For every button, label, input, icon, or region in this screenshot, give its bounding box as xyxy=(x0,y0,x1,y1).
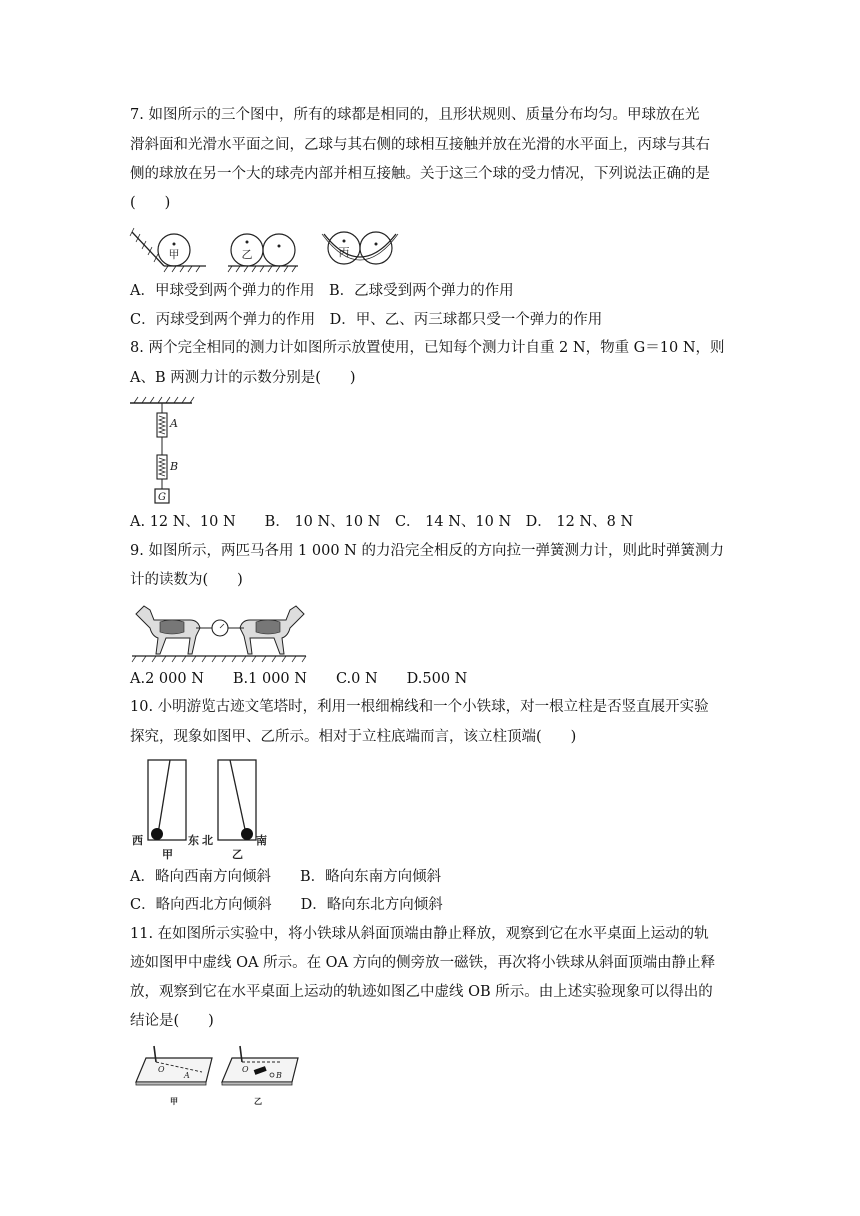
q10-label-jia: 甲 xyxy=(162,848,173,861)
q7-ball-figure xyxy=(128,222,428,274)
q8-label-g: G xyxy=(158,492,166,503)
q10-label-south: 南 xyxy=(256,834,267,847)
q7-options-line-2: C．丙球受到两个弹力的作用 D．甲、乙、丙三球都只受一个弹力的作用 xyxy=(130,312,603,328)
q8-label-a: A xyxy=(170,417,178,430)
q11-label-o-jia: O xyxy=(158,1065,165,1074)
q7-label-bing: 丙 xyxy=(338,246,350,259)
q7-stem-line-3: 侧的球放在另一个大的球壳内部并相互接触。关于这三个球的受力情况，下列说法正确的是 xyxy=(130,166,710,182)
q7-label-yi: 乙 xyxy=(241,248,253,261)
q11-label-yi: 乙 xyxy=(254,1096,262,1106)
q11-stem-line-4: 结论是( ) xyxy=(130,1013,214,1029)
q7-options-line-1: A．甲球受到两个弹力的作用 B．乙球受到两个弹力的作用 xyxy=(130,283,514,299)
q9-horses-figure xyxy=(130,600,310,664)
q9-stem-line-2: 计的读数为( ) xyxy=(130,572,243,588)
q11-stem-line-1: 11. 在如图所示实验中，将小铁球从斜面顶端由静止释放，观察到它在水平桌面上运动的轨 xyxy=(130,926,709,942)
q10-options-line-1: A．略向西南方向倾斜 B．略向东南方向倾斜 xyxy=(130,869,442,885)
q10-stem-line-1: 10. 小明游览古迹文笔塔时，利用一根细棉线和一个小铁球，对一根立柱是否竖直展开实验 xyxy=(130,699,709,715)
q8-stem-line-1: 8. 两个完全相同的测力计如图所示放置使用，已知每个测力计自重 2 N，物重 G＝10 N，则 xyxy=(130,340,725,356)
q10-label-north: 北 xyxy=(202,834,213,847)
q11-stem-line-3: 放，观察到它在水平桌面上运动的轨迹如图乙中虚线 OB 所示。由上述实验现象可以得出的 xyxy=(130,984,713,1000)
q7-stem-line-1: 7. 如图所示的三个图中，所有的球都是相同的，且形状规则、质量分布均匀。甲球放在光 xyxy=(130,107,700,123)
q11-stem-line-2: 迹如图甲中虚线 OA 所示。在 OA 方向的侧旁放一磁铁，再次将小铁球从斜面顶端由静止释 xyxy=(130,955,716,971)
q7-stem-line-4: ( ) xyxy=(130,195,171,211)
q10-stem-line-2: 探究，现象如图甲、乙所示。相对于立柱底端而言，该立柱顶端( ) xyxy=(130,729,577,745)
q8-label-b: B xyxy=(170,460,179,473)
q10-label-east: 东 xyxy=(188,834,199,847)
q11-label-a: A xyxy=(184,1071,190,1080)
q11-label-jia: 甲 xyxy=(170,1096,178,1106)
q11-label-b: B xyxy=(276,1071,282,1080)
q8-options: A. 12 N、10 N B． 10 N、10 N C． 14 N、10 N D． 12 N、8 N xyxy=(130,514,634,530)
q7-stem-line-2: 滑斜面和光滑水平面之间，乙球与其右侧的球相互接触并放在光滑的水平面上，丙球与其右 xyxy=(130,137,710,153)
q7-label-jia: 甲 xyxy=(168,248,180,261)
q10-label-yi: 乙 xyxy=(232,848,243,861)
q9-stem-line-1: 9. 如图所示，两匹马各用 1 000 N 的力沿完全相反的方向拉一弹簧测力计，则此时弹簧测力 xyxy=(130,543,724,559)
q11-incline-figure xyxy=(132,1040,302,1112)
q8-spring-scale-figure xyxy=(128,393,198,505)
q10-label-west: 西 xyxy=(132,834,143,847)
q10-options-line-2: C．略向西北方向倾斜 D．略向东北方向倾斜 xyxy=(130,897,443,913)
q9-options: A.2 000 N B.1 000 N C.0 N D.500 N xyxy=(130,671,468,687)
q10-pillar-figure xyxy=(130,754,280,862)
q11-label-o-yi: O xyxy=(242,1065,249,1074)
q8-stem-line-2: A、B 两测力计的示数分别是( ) xyxy=(130,370,356,386)
